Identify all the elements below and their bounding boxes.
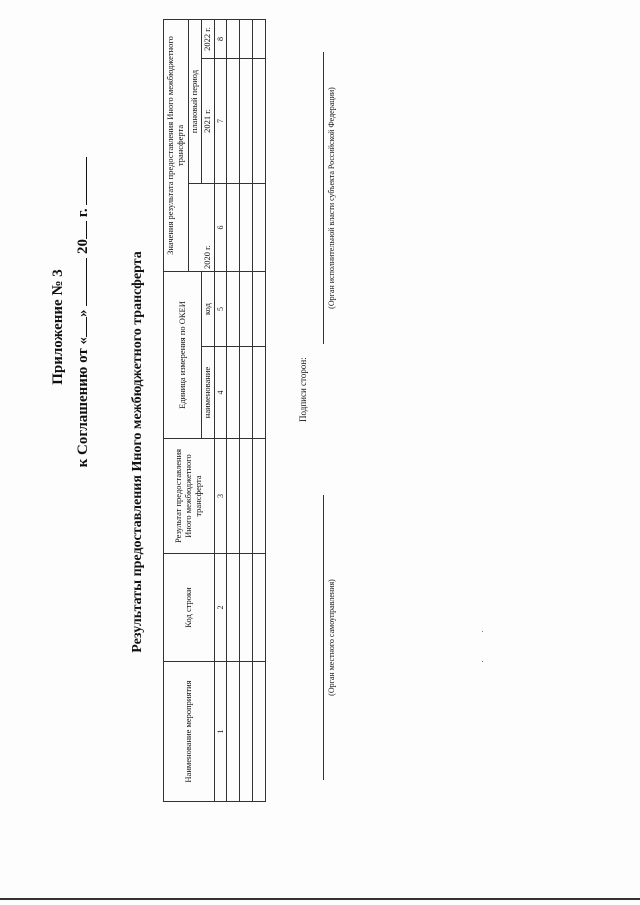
document-heading: Результаты предоставления Иного межбюджетного трансферта <box>130 251 145 653</box>
table-row <box>240 19 253 801</box>
day-blank <box>72 317 87 337</box>
header-plan-period: плановый период <box>189 19 202 183</box>
col-number: 2 <box>215 554 227 662</box>
col-number: 7 <box>215 58 227 183</box>
header-unit: Единица измерения по ОКЕИ <box>164 271 202 438</box>
left-signature-line <box>323 495 324 780</box>
left-signature-caption: (Орган местного самоуправления) <box>327 579 336 696</box>
appendix-title: Приложение № 3 <box>50 269 66 385</box>
table-row <box>227 19 240 801</box>
column-number-row <box>215 19 227 801</box>
header-result: Результат предоставления Иного межбюджетного трансферта <box>164 439 215 554</box>
month-blank <box>72 258 87 306</box>
col-number: 4 <box>215 347 227 439</box>
header-year-2021: 2021 г. <box>202 58 215 183</box>
col-number: 3 <box>215 439 227 554</box>
scan-bottom-border <box>0 898 640 900</box>
right-signature-caption: (Орган исполнительной власти субъекта Российской Федерации) <box>327 87 336 309</box>
header-year-2022: 2022 г. <box>202 19 215 58</box>
col-number: 8 <box>215 19 227 58</box>
header-unit-name: наименование <box>202 347 215 439</box>
right-signature-line <box>323 52 324 344</box>
header-row-1 <box>164 19 189 801</box>
number-blank <box>72 157 87 205</box>
header-values-empty <box>189 183 202 271</box>
agreement-year: 20 <box>75 238 91 254</box>
scan-speck <box>482 631 483 632</box>
col-number: 5 <box>215 271 227 346</box>
agreement-suffix: г. <box>75 208 91 218</box>
agreement-line <box>72 122 92 502</box>
header-values: Значения результата предоставления Иного межбюджетного трансферта <box>164 19 189 271</box>
header-event-name: Наименование мероприятия <box>164 662 215 802</box>
year-blank <box>72 221 87 239</box>
header-year-2020: 2020 г. <box>202 183 215 271</box>
col-number: 6 <box>215 183 227 271</box>
signatures-label: Подписи сторон: <box>298 357 308 422</box>
header-row-code: Код строки <box>164 554 215 662</box>
col-number: 1 <box>215 662 227 802</box>
table-row <box>253 19 266 801</box>
header-unit-code: код <box>202 271 215 346</box>
agreement-prefix: к Соглашению от « <box>75 336 91 468</box>
results-table <box>163 19 266 802</box>
scan-speck <box>482 661 483 662</box>
agreement-mid: » <box>75 309 91 317</box>
